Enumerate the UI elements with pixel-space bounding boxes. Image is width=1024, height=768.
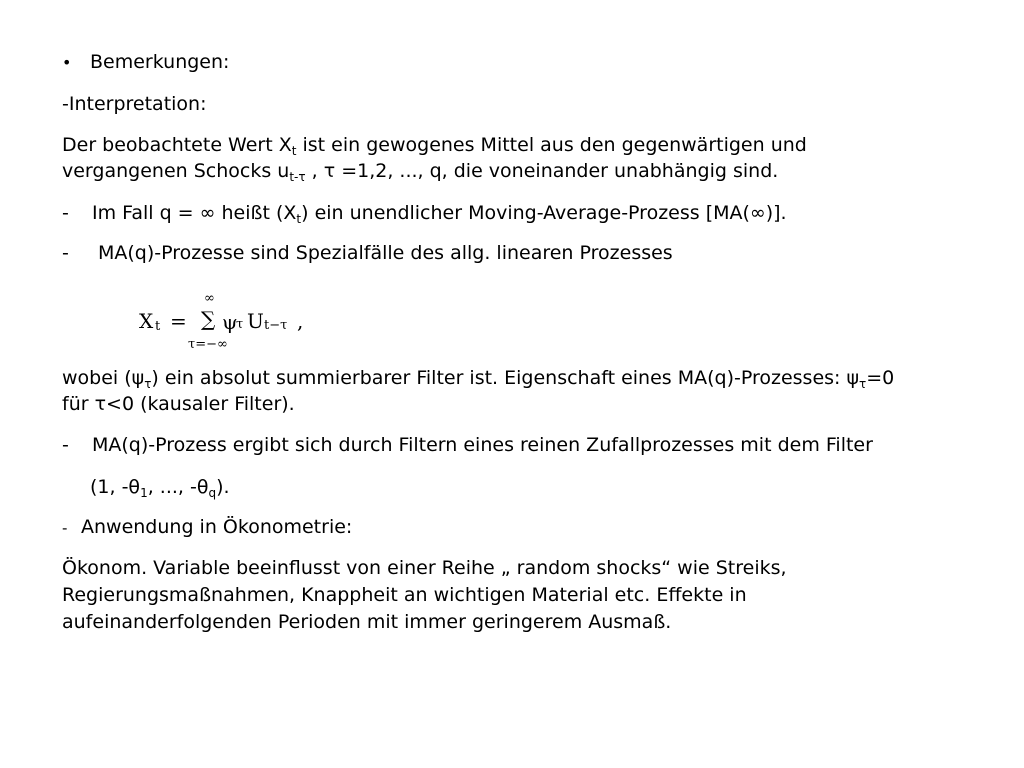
formula-lhs-sub: t (155, 319, 161, 334)
ma-formula (137, 292, 337, 356)
formula-psi: ψ (222, 310, 238, 334)
filter-text-a: (1, -θ (90, 476, 141, 498)
para2-sub-a: τ (144, 377, 152, 391)
item1-text-b: ) ein unendlicher Moving-Average-Prozess [MA(∞)]. (301, 202, 787, 224)
para2-line2: für τ<0 (kausaler Filter). (62, 393, 295, 415)
para3-line1: Ökonom. Variable beeinflusst von einer Reihe „ random shocks“ wie Streiks, (62, 557, 787, 579)
item1-line (62, 200, 787, 232)
para2-text-b: ) ein absolut summierbarer Filter ist. Eigenschaft eines MA(q)-Prozesses: ψ (151, 367, 860, 389)
item4-text: Anwendung in Ökonometrie: (81, 516, 353, 538)
item2-text: MA(q)-Prozesse sind Spezialfälle des allg. linearen Prozesses (98, 242, 673, 264)
para1-text-d: , τ =1,2, ..., q, die voneinander unabhängig sind. (305, 160, 779, 182)
para1-text-a: Der beobachtete Wert X (62, 134, 292, 156)
item3-line (62, 432, 873, 458)
interpretation-heading: -Interpretation: (62, 93, 207, 115)
filter-sub-b: q (208, 486, 217, 500)
para1-sub-a: t (291, 144, 297, 158)
para3-line2: Regierungsmaßnahmen, Knappheit an wichtigen Material etc. Effekte in (62, 584, 747, 606)
filter-line (90, 474, 230, 506)
item4-line (62, 514, 352, 541)
para2-sub-b: τ (859, 377, 867, 391)
formula-sum: ∑ (201, 307, 216, 331)
formula-u: U (247, 309, 264, 333)
formula-psi-sub: τ (236, 317, 244, 332)
item1-sub: t (296, 212, 302, 226)
bullet-text: Bemerkungen: (90, 51, 230, 73)
item4-dash: - (62, 519, 68, 537)
formula-equals: = (170, 309, 187, 333)
filter-sub-a: 1 (140, 486, 148, 500)
para1-line2 (62, 158, 778, 190)
item3-dash: - (62, 434, 69, 456)
item1-dash: - (62, 202, 69, 224)
item2-line (62, 240, 673, 266)
para1-text-c: vergangenen Schocks u (62, 160, 290, 182)
para3-line3: aufeinanderfolgenden Perioden mit immer geringerem Ausmaß. (62, 611, 672, 633)
para1-text-b: ist ein gewogenes Mittel aus den gegenwärtigen und (296, 134, 807, 156)
para2-text-c: =0 (866, 367, 895, 389)
item2-dash: - (62, 242, 69, 264)
formula-upper-limit: ∞ (204, 291, 215, 306)
para2-text-a: wobei (ψ (62, 367, 145, 389)
para1-sub-c: t-τ (289, 170, 306, 184)
filter-text-b: , ..., -θ (147, 476, 209, 498)
formula-u-sub: t−τ (264, 318, 288, 333)
bullet-line (62, 49, 229, 76)
item1-text-a: Im Fall q = ∞ heißt (X (92, 202, 297, 224)
item3-text: MA(q)-Prozess ergibt sich durch Filtern eines reinen Zufallprozesses mit dem Filter (92, 434, 873, 456)
filter-text-c: ). (216, 476, 230, 498)
bullet-marker: • (62, 53, 72, 72)
formula-lhs: X (139, 309, 154, 333)
formula-comma: , (297, 309, 304, 333)
formula-lower-limit: τ=−∞ (188, 337, 228, 352)
